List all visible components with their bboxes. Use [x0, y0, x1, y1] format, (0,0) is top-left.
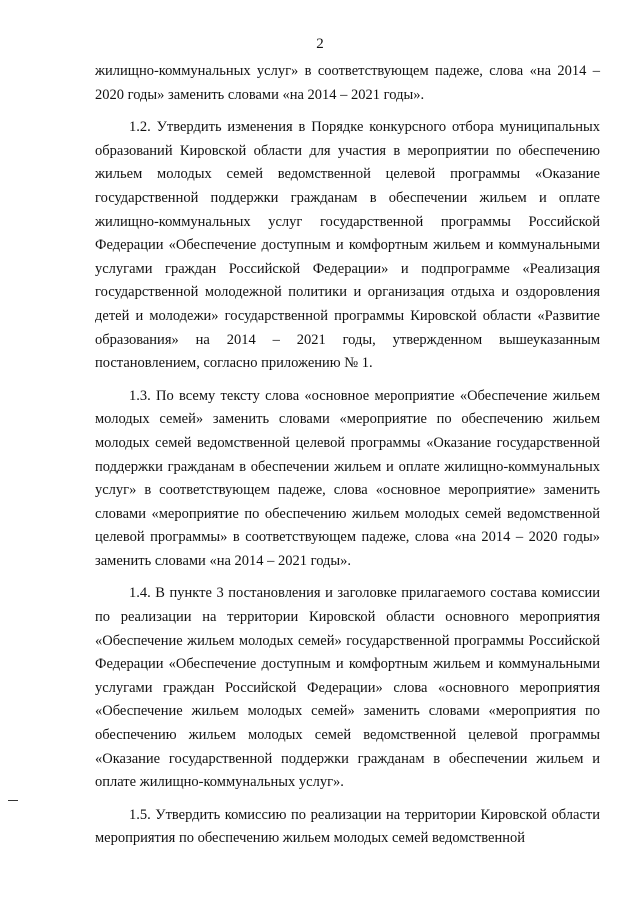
- paragraph-1-5: 1.5. Утвердить комиссию по реализации на территории Кировской области мероприятия по обеспечению жильем молодых семей ведомственной: [95, 806, 600, 847]
- page-number: 2: [316, 36, 324, 52]
- paragraph-1-4: 1.4. В пункте 3 постановления и заголовке прилагаемого состава комиссии по реализации на территории Кировской области основного мероприятия «Обеспечение жильем молодых семей» государственной программы Российской Федерации «Обеспечение доступным и комфортным жильем и коммунальными услугами граждан Российской Федерации» слова «основного мероприятия «Обеспечение жильем молодых семей» заменить словами «мероприятия по обеспечению жильем молодых семей ведомственной целевой программы «Оказание государственной поддержки гражданам в обеспечении жильем и оплате жилищно-коммунальных услуг».: [95, 585, 600, 791]
- document-body: [95, 60, 600, 851]
- paragraph-continuation: жилищно-коммунальных услуг» в соответствующем падеже, слова «на 2014 – 2020 годы» заменить словами «на 2014 – 2021 годы».: [95, 63, 600, 103]
- paragraph-1-3: 1.3. По всему тексту слова «основное мероприятие «Обеспечение жильем молодых семей» заменить словами «мероприятие по обеспечению жильем молодых семей ведомственной целевой программы «Оказание государственной поддержки гражданам в обеспечении жильем и оплате жилищно-коммунальных услуг» в соответствующем падеже, слова «основное мероприятие» заменить словами «мероприятие по обеспечению жильем молодых семей ведомственной целевой программы» в соответствующем падеже, слова «на 2014 – 2020 годы» заменить словами «на 2014 – 2021 годы».: [95, 387, 600, 569]
- scan-margin-mark: [8, 800, 18, 801]
- paragraph-1-2: 1.2. Утвердить изменения в Порядке конкурсного отбора муниципальных образований Кировской области для участия в мероприятии по обеспечению жильем молодых семей ведомственной целевой программы «Оказание государственной поддержки гражданам в обеспечении жильем и оплате жилищно-коммунальных услуг государственной программы Российской Федерации «Обеспечение доступным и комфортным жильем и коммунальными услугами граждан Российской Федерации» и подпрограмме «Реализация государственной молодежной политики и организация отдыха и оздоровления детей и молодежи» государственной программы Кировской области «Развитие образования» на 2014 – 2021 годы, утвержденном вышеуказанным постановлением, согласно приложению № 1.: [95, 119, 600, 372]
